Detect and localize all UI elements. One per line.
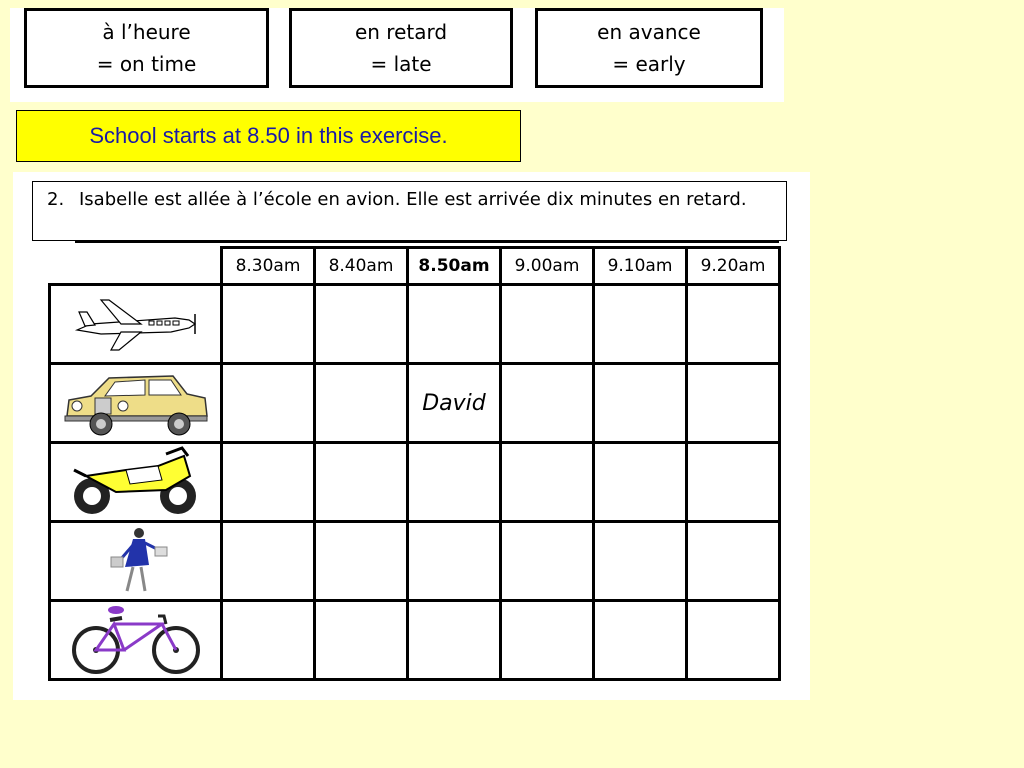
time-cell[interactable] <box>594 285 687 364</box>
time-header-row <box>50 248 780 285</box>
time-cell[interactable] <box>315 285 408 364</box>
vocab-french: en avance <box>597 20 701 44</box>
motorbike-icon <box>66 446 206 518</box>
info-banner: School starts at 8.50 in this exercise. <box>16 110 521 162</box>
time-cell[interactable] <box>408 285 501 364</box>
table-row <box>50 364 780 443</box>
time-cell[interactable] <box>687 443 780 522</box>
time-cell[interactable] <box>222 285 315 364</box>
time-cell[interactable] <box>594 443 687 522</box>
transport-cell <box>50 364 222 443</box>
question-box <box>32 181 787 241</box>
time-header: 8.40am <box>315 248 408 285</box>
transport-cell <box>50 522 222 601</box>
vocab-english: = late <box>370 52 432 76</box>
time-cell[interactable] <box>501 601 594 680</box>
table-row <box>50 285 780 364</box>
time-header-school-start: 8.50am <box>408 248 501 285</box>
time-cell[interactable] <box>315 522 408 601</box>
time-cell[interactable] <box>222 601 315 680</box>
transport-cell <box>50 601 222 680</box>
time-cell[interactable] <box>501 364 594 443</box>
exercise-sheet <box>13 172 810 700</box>
time-cell[interactable] <box>687 364 780 443</box>
time-cell[interactable] <box>222 364 315 443</box>
bicycle-icon <box>66 604 206 676</box>
airplane-icon <box>71 294 201 354</box>
table-row <box>50 601 780 680</box>
time-cell[interactable] <box>408 443 501 522</box>
time-cell[interactable] <box>687 601 780 680</box>
time-cell[interactable] <box>408 522 501 601</box>
time-cell[interactable] <box>315 443 408 522</box>
header-corner <box>50 248 222 285</box>
vocab-box-late <box>289 8 513 88</box>
vocab-box-early <box>535 8 763 88</box>
question-text: Isabelle est allée à l’école en avion. Elle est arrivée dix minutes en retard. <box>79 189 747 210</box>
walking-person-icon <box>101 525 171 597</box>
time-cell[interactable] <box>501 285 594 364</box>
time-cell[interactable] <box>501 443 594 522</box>
table-row <box>50 522 780 601</box>
vocab-english: = early <box>612 52 686 76</box>
time-header: 8.30am <box>222 248 315 285</box>
table-row <box>50 443 780 522</box>
vocab-french: à l’heure <box>102 20 191 44</box>
transport-cell <box>50 443 222 522</box>
car-icon <box>61 368 211 438</box>
time-header: 9.00am <box>501 248 594 285</box>
time-cell[interactable] <box>594 601 687 680</box>
vocab-english: = on time <box>96 52 197 76</box>
vocab-box-on-time <box>24 8 269 88</box>
time-cell[interactable] <box>501 522 594 601</box>
time-cell[interactable] <box>222 522 315 601</box>
time-cell-name[interactable]: David <box>408 364 501 443</box>
time-cell[interactable] <box>687 285 780 364</box>
divider <box>75 240 779 243</box>
vocab-french: en retard <box>354 20 448 44</box>
time-cell[interactable] <box>315 601 408 680</box>
time-header: 9.20am <box>687 248 780 285</box>
time-cell[interactable] <box>408 601 501 680</box>
time-cell[interactable] <box>315 364 408 443</box>
time-cell[interactable] <box>594 364 687 443</box>
time-cell[interactable] <box>687 522 780 601</box>
time-cell[interactable] <box>222 443 315 522</box>
time-cell[interactable] <box>594 522 687 601</box>
timetable-grid <box>48 246 781 681</box>
time-header: 9.10am <box>594 248 687 285</box>
question-number: 2. <box>47 189 65 210</box>
transport-cell <box>50 285 222 364</box>
